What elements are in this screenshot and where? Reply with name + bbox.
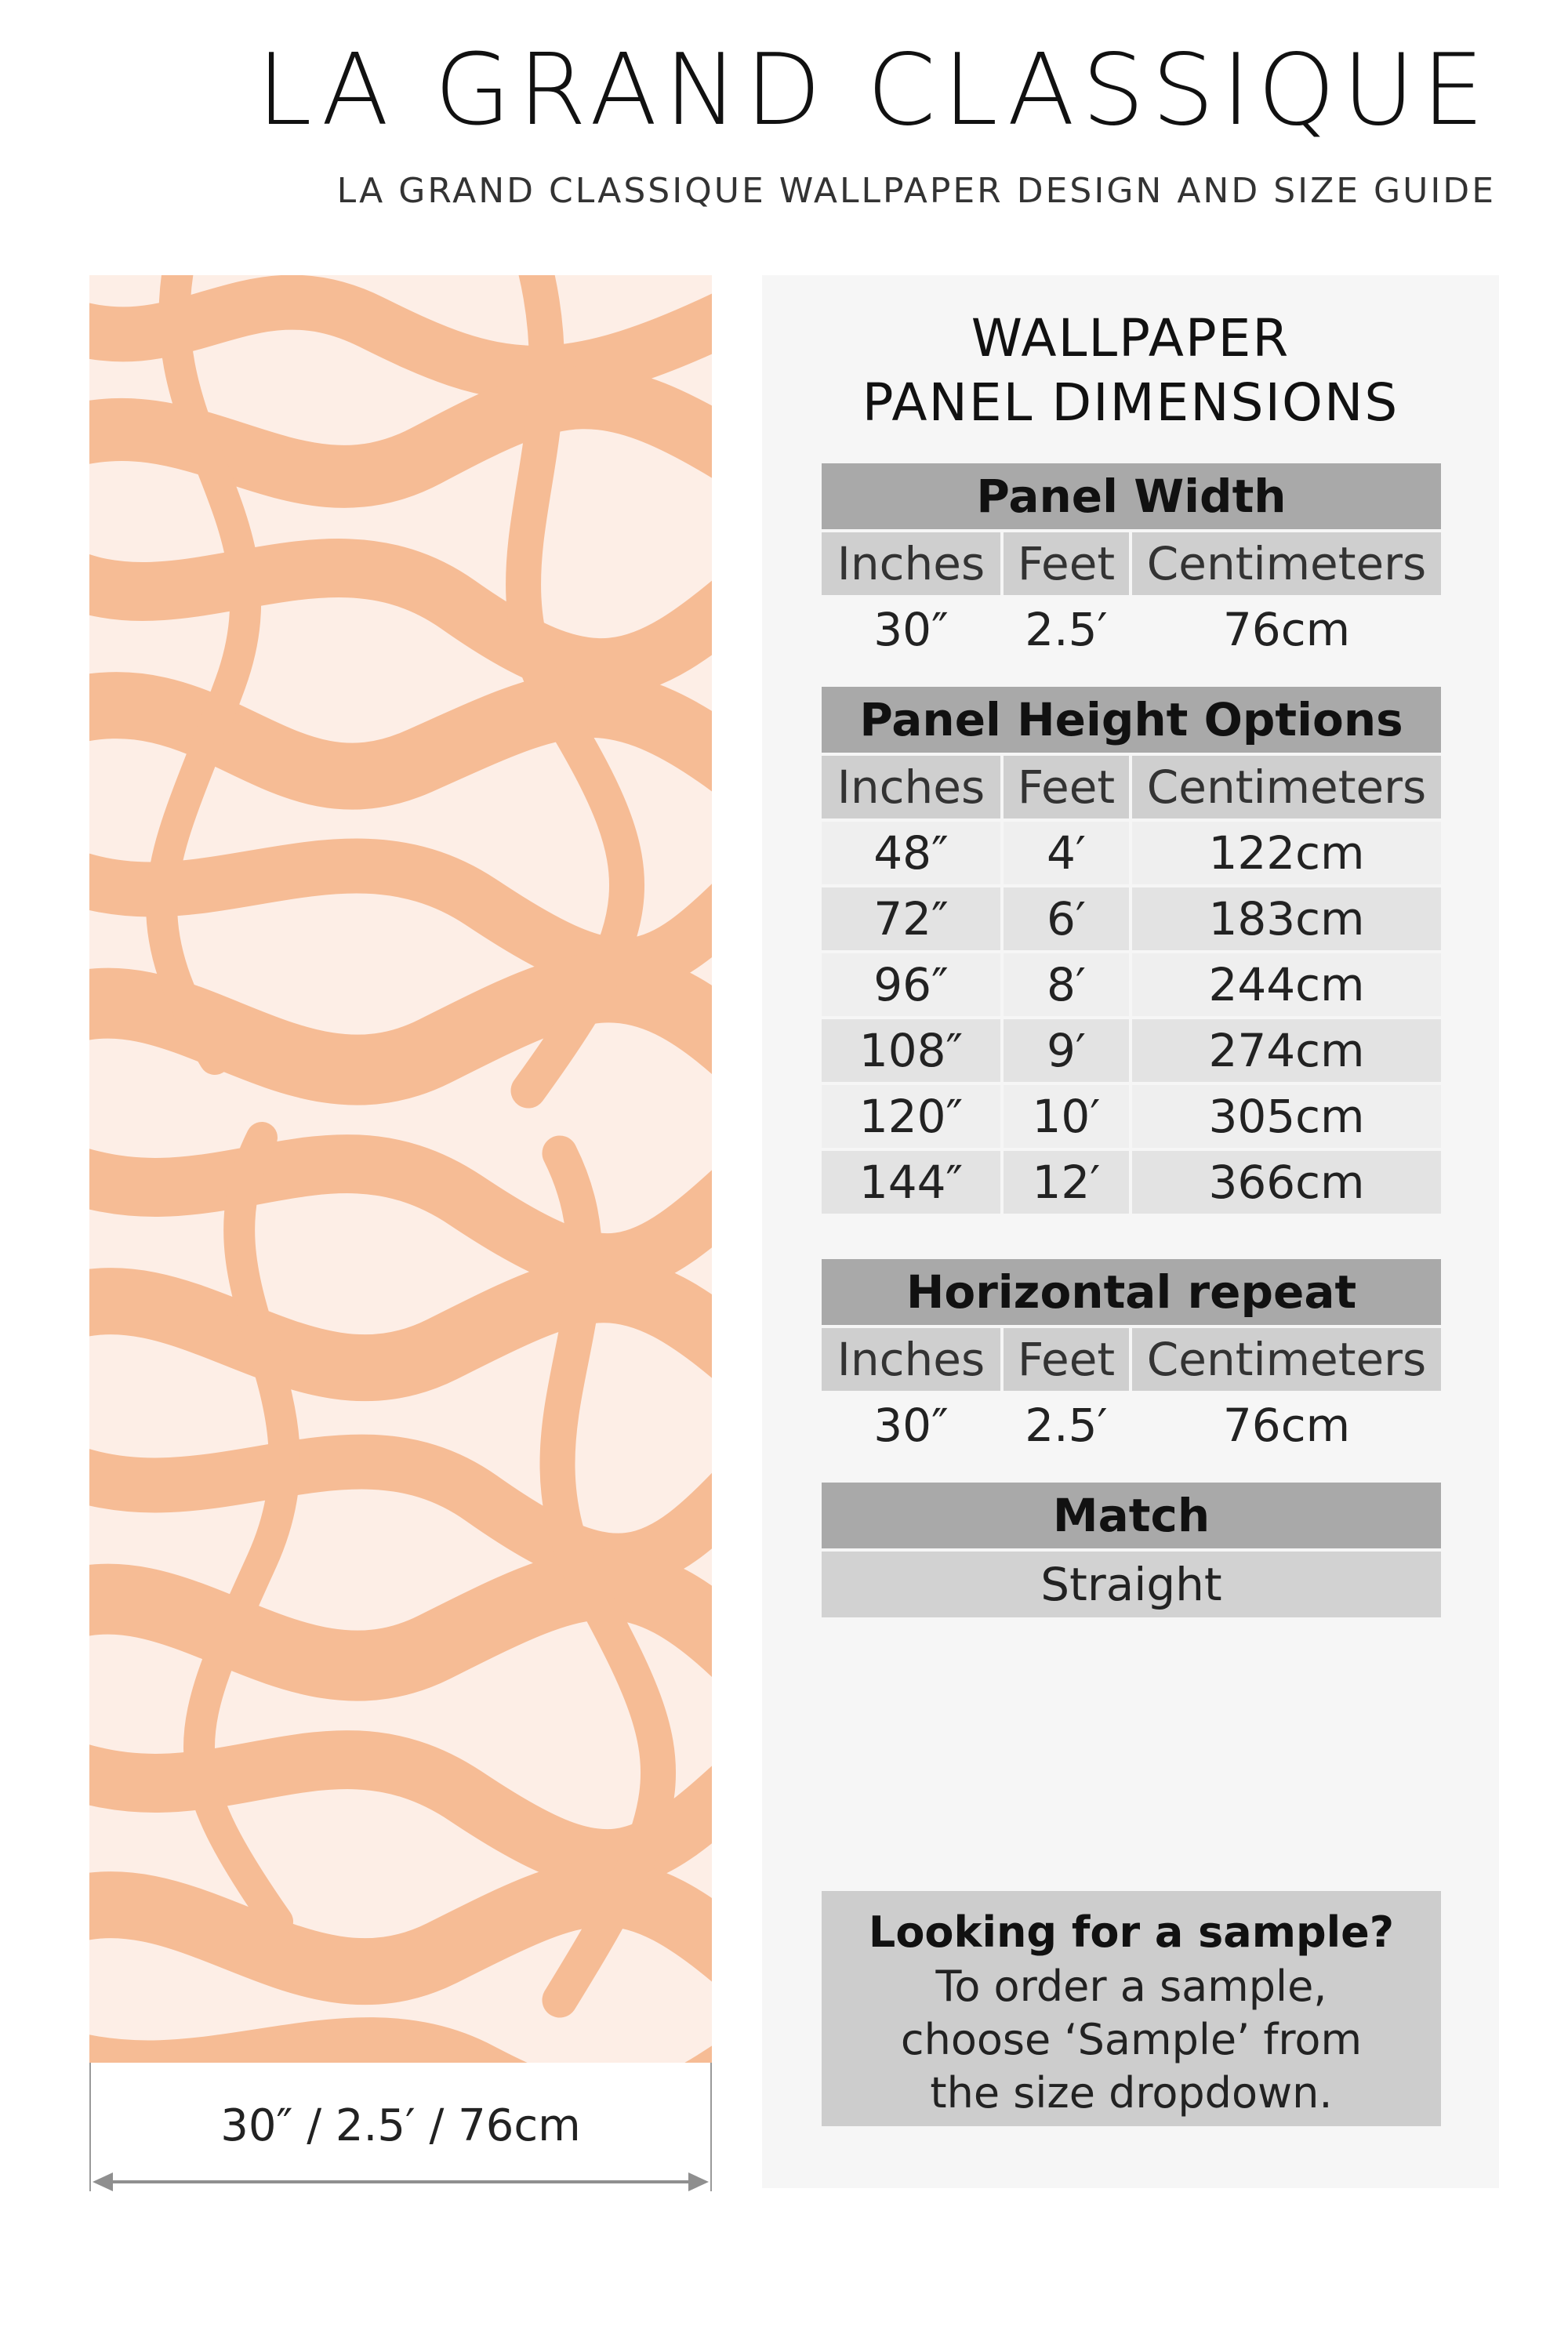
column-header-row [822,756,1441,818]
cell-cm: 122cm [1132,822,1441,884]
panel-width-label: 30″ / 2.5′ / 76cm [220,2100,581,2151]
cell-cm: 76cm [1222,603,1351,656]
sample-text-line2: choose ‘Sample’ from [900,2015,1363,2064]
cell-inches: 144″ [822,1151,1000,1214]
cell-feet: 4′ [1004,822,1129,884]
sample-text-line1: To order a sample, [935,1962,1327,2011]
table-row [822,953,1441,1016]
cell-feet: 10′ [1004,1085,1129,1148]
table-row [822,598,1441,661]
col-cm: Centimeters [1132,532,1441,595]
sample-info-box [822,1891,1441,2126]
col-inches: Inches [822,532,1000,595]
cell-feet: 8′ [1004,953,1129,1016]
panel-width-block [822,463,1441,661]
panel-height-block [822,687,1441,1214]
cell-inches: 30″ [873,603,949,656]
table-row [822,1394,1441,1457]
match-header: Match [822,1483,1441,1548]
info-heading [762,307,1499,435]
panel-width-header: Panel Width [822,463,1441,529]
col-feet: Feet [1004,532,1129,595]
cell-inches: 48″ [822,822,1000,884]
match-block [822,1483,1441,1617]
panel-height-header: Panel Height Options [822,687,1441,753]
wallpaper-pattern-preview [89,275,712,2063]
cell-feet: 2.5′ [1025,603,1108,656]
column-header-row [822,1328,1441,1391]
table-row [822,1151,1441,1214]
col-inches: Inches [822,756,1000,818]
col-cm: Centimeters [1132,756,1441,818]
horizontal-repeat-header: Horizontal repeat [822,1259,1441,1325]
panel-width-guide [89,2063,712,2191]
swirl-pattern-graphic [89,275,712,2063]
col-cm: Centimeters [1132,1328,1441,1391]
col-feet: Feet [1004,756,1129,818]
table-row [822,887,1441,950]
cell-feet: 6′ [1004,887,1129,950]
cell-feet: 9′ [1004,1019,1129,1082]
table-row [822,1019,1441,1082]
cell-inches: 120″ [822,1085,1000,1148]
double-arrow-icon [93,2171,709,2193]
cell-cm: 183cm [1132,887,1441,950]
brand-title: LA GRAND CLASSIQUE [256,32,1491,147]
table-row [822,1085,1441,1148]
column-header-row [822,532,1441,595]
cell-cm: 244cm [1132,953,1441,1016]
sample-title: Looking for a sample? [868,1907,1395,1957]
horizontal-repeat-block [822,1259,1441,1457]
col-feet: Feet [1004,1328,1129,1391]
sample-text-line3: the size dropdown. [930,2068,1333,2118]
col-inches: Inches [822,1328,1000,1391]
cell-inches: 30″ [873,1399,949,1452]
cell-cm: 76cm [1222,1399,1351,1452]
cell-inches: 108″ [822,1019,1000,1082]
cell-inches: 96″ [822,953,1000,1016]
info-heading-line1: WALLPAPER [971,308,1290,368]
cell-feet: 12′ [1004,1151,1129,1214]
cell-cm: 305cm [1132,1085,1441,1148]
cell-feet: 2.5′ [1025,1399,1108,1452]
cell-cm: 274cm [1132,1019,1441,1082]
brand-subtitle: LA GRAND CLASSIQUE WALLPAPER DESIGN AND SIZE GUIDE [336,171,1496,211]
match-value: Straight [822,1552,1441,1617]
table-row [822,822,1441,884]
cell-inches: 72″ [822,887,1000,950]
info-heading-line2: PANEL DIMENSIONS [862,372,1399,433]
cell-cm: 366cm [1132,1151,1441,1214]
dimensions-info-panel [762,275,1499,2188]
